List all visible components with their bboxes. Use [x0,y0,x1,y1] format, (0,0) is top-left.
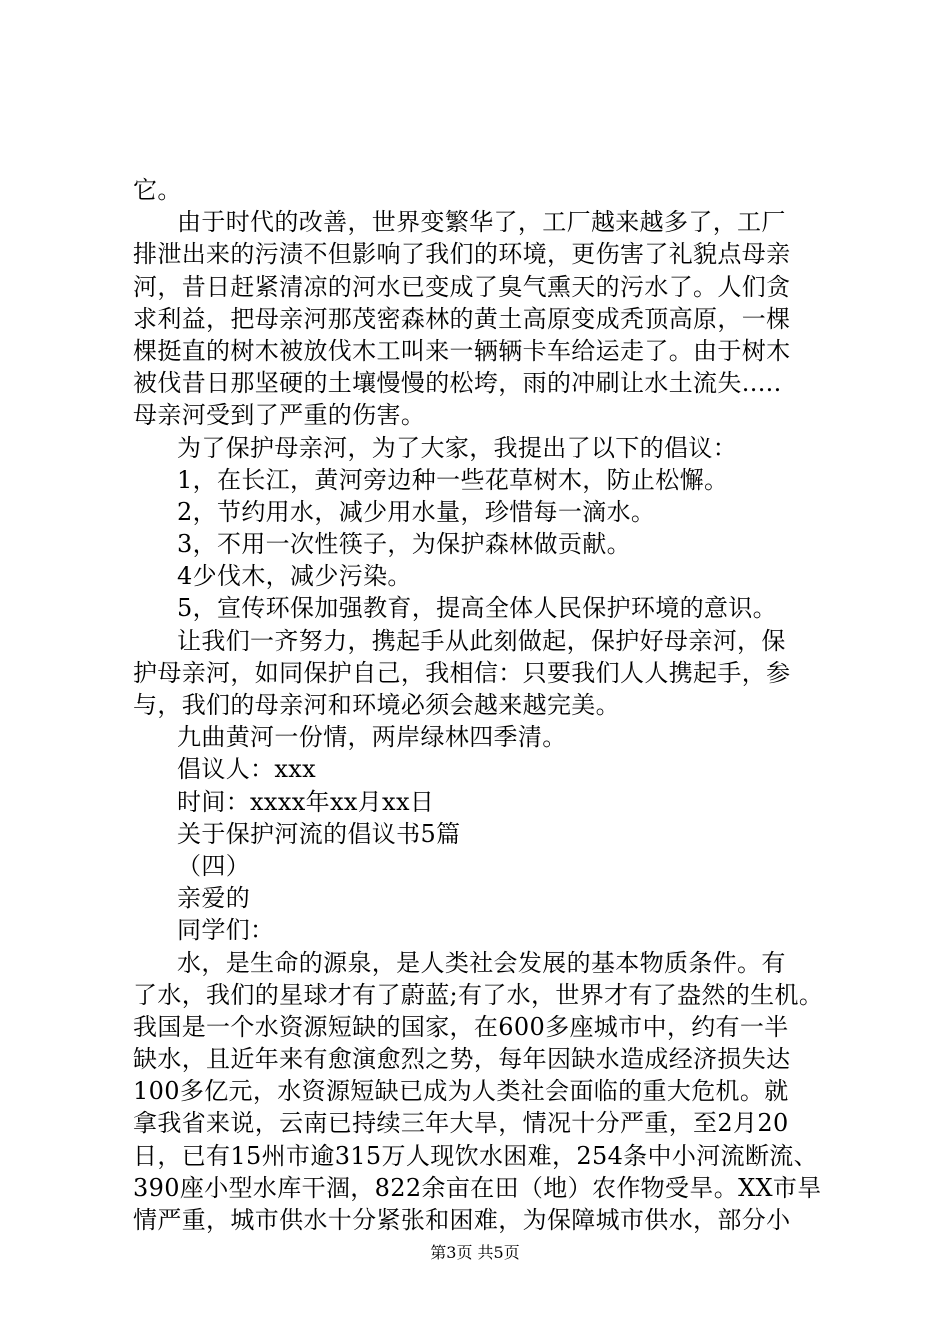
text-line: 它。 [133,176,182,204]
text-line: 时间：xxxx年xx月xx日 [177,787,435,816]
text-line: 关于保护河流的倡议书5篇 [177,819,461,848]
text-line: 求利益，把母亲河那茂密森林的黄土高原变成秃顶高原，一棵 [133,304,791,333]
text-line: 排泄出来的污渍不但影响了我们的环境，更伤害了礼貌点母亲 [133,240,791,269]
text-line: 棵挺直的树木被放伐木工叫来一辆辆卡车给运走了。由于树木 [133,336,791,365]
text-line: 为了保护母亲河，为了大家，我提出了以下的倡议： [177,433,738,462]
text-line: 100多亿元，水资源短缺已成为人类社会面临的重大危机。就 [133,1077,789,1106]
text-line: 日，已有15州市逾315万人现饮水困难，254条中小河流断流、 [133,1141,819,1170]
text-line: 我国是一个水资源短缺的国家，在600多座城市中，约有一半 [133,1012,789,1041]
text-line: 倡议人：xxx [177,755,317,784]
text-line: 水，是生命的源泉，是人类社会发展的基本物质条件。有 [177,948,786,977]
text-line: 与，我们的母亲河和环境必须会越来越完美。 [133,691,620,719]
text-line: 4少伐木，减少污染。 [177,562,412,591]
document-body [133,174,833,1236]
text-line: 情严重，城市供水十分紧张和困难，为保障城市供水，部分小 [133,1206,791,1234]
text-line: 缺水，且近年来有愈演愈烈之势，每年因缺水造成经济损失达 [133,1045,791,1074]
text-line: 亲爱的 [177,884,251,913]
text-line: 母亲河受到了严重的伤害。 [133,401,426,430]
text-line: 由于时代的改善，世界变繁华了，工厂越来越多了，工厂 [177,208,786,237]
text-line: 让我们一齐努力，携起手从此刻做起，保护好母亲河，保 [177,626,786,655]
text-line: 拿我省来说，云南已持续三年大旱，情况十分严重，至2月20 [133,1109,789,1138]
text-line: 3，不用一次性筷子，为保护森林做贡献。 [177,530,631,559]
text-line: 390座小型水库干涸，822余亩在田（地）农作物受旱。XX市旱 [133,1173,822,1202]
text-line: 同学们： [177,916,275,945]
page-footer: 第3页 共5页 [430,1243,520,1262]
text-line: 2，节约用水，减少用水量，珍惜每一滴水。 [177,497,656,526]
text-line: 5，宣传环保加强教育，提高全体人民保护环境的意识。 [177,594,778,623]
text-line: 护母亲河，如同保护自己，我相信：只要我们人人携起手，参 [133,658,791,687]
text-line: 九曲黄河一份情，两岸绿林四季清。 [177,723,567,752]
text-line: （四） [177,851,251,880]
text-line: 河，昔日赶紧清凉的河水已变成了臭气熏天的污水了。人们贪 [133,272,791,301]
text-line: 了水，我们的星球才有了蔚蓝;有了水，世界才有了盎然的生机。 [133,980,824,1009]
text-line: 1，在长江，黄河旁边种一些花草树木，防止松懈。 [177,465,729,494]
text-line: 被伐昔日那坚硬的土壤慢慢的松垮，雨的冲刷让水土流失..... [133,369,782,398]
